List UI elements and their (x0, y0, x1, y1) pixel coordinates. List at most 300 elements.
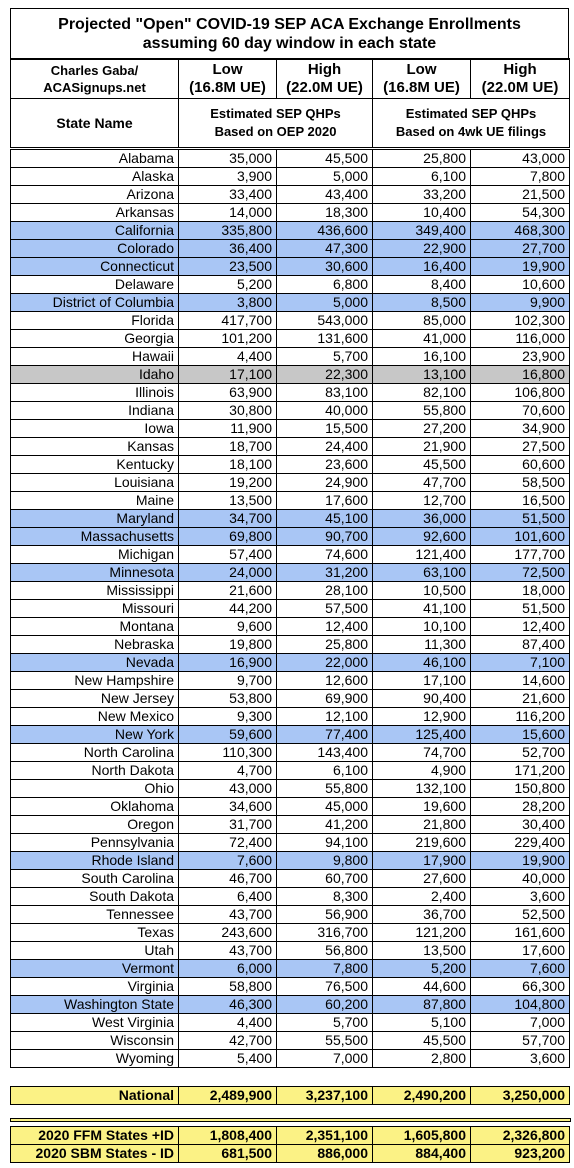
table-row (11, 762, 570, 780)
cell-high-oep: 7,800 (277, 960, 373, 978)
group-ue-line-2: Based on 4wk UE filings (395, 124, 547, 139)
cell-high-oep: 69,900 (277, 690, 373, 708)
ffm-total-low-oep: 1,808,400 (179, 1127, 277, 1145)
cell-low-oep: 3,800 (179, 294, 277, 312)
cell-low-oep: 53,800 (179, 690, 277, 708)
cell-state-name: Connecticut (11, 258, 179, 276)
cell-low-oep: 33,400 (179, 186, 277, 204)
table-row (11, 204, 570, 222)
table-row (11, 420, 570, 438)
cell-high-ue: 43,000 (471, 150, 570, 168)
cell-state-name: Wisconsin (11, 1032, 179, 1050)
cell-low-oep: 9,300 (179, 708, 277, 726)
table-row (11, 168, 570, 186)
cell-state-name: New Hampshire (11, 672, 179, 690)
table-row (11, 960, 570, 978)
cell-low-ue: 44,600 (373, 978, 471, 996)
cell-state-name: Rhode Island (11, 852, 179, 870)
group-oep-header (179, 99, 373, 148)
table-row (11, 1032, 570, 1050)
cell-low-ue: 12,900 (373, 708, 471, 726)
cell-low-ue: 16,400 (373, 258, 471, 276)
cell-low-oep: 43,700 (179, 942, 277, 960)
cell-low-oep: 16,900 (179, 654, 277, 672)
table-row (11, 654, 570, 672)
cell-high-ue: 18,000 (471, 582, 570, 600)
cell-low-ue: 349,400 (373, 222, 471, 240)
table-row (11, 276, 570, 294)
sbm-total-low-oep: 681,500 (179, 1145, 277, 1163)
cell-high-oep: 22,000 (277, 654, 373, 672)
cell-low-oep: 30,800 (179, 402, 277, 420)
header-table (10, 58, 570, 148)
cell-low-oep: 69,800 (179, 528, 277, 546)
cell-high-oep: 24,400 (277, 438, 373, 456)
cell-high-ue: 58,500 (471, 474, 570, 492)
page-title (11, 9, 569, 60)
cell-state-name: Maryland (11, 510, 179, 528)
cell-state-name: Missouri (11, 600, 179, 618)
cell-high-ue: 171,200 (471, 762, 570, 780)
cell-high-oep: 17,600 (277, 492, 373, 510)
cell-high-oep: 77,400 (277, 726, 373, 744)
cell-high-oep: 5,700 (277, 1014, 373, 1032)
title-line-2: assuming 60 day window in each state (142, 35, 437, 52)
cell-high-oep: 18,300 (277, 204, 373, 222)
cell-low-oep: 35,000 (179, 150, 277, 168)
cell-high-oep: 543,000 (277, 312, 373, 330)
cell-state-name: Nebraska (11, 636, 179, 654)
cell-high-ue: 116,200 (471, 708, 570, 726)
state-name-header: State Name (11, 99, 179, 148)
cell-state-name: West Virginia (11, 1014, 179, 1032)
col-high-2 (471, 59, 570, 99)
cell-state-name: Indiana (11, 402, 179, 420)
cell-high-oep: 47,300 (277, 240, 373, 258)
cell-low-oep: 36,400 (179, 240, 277, 258)
cell-low-ue: 27,600 (373, 870, 471, 888)
cell-low-ue: 36,000 (373, 510, 471, 528)
cell-high-oep: 41,200 (277, 816, 373, 834)
cell-high-ue: 19,900 (471, 258, 570, 276)
cell-state-name: New York (11, 726, 179, 744)
cell-low-ue: 10,500 (373, 582, 471, 600)
cell-high-oep: 45,000 (277, 798, 373, 816)
cell-low-ue: 47,700 (373, 474, 471, 492)
cell-state-name: South Carolina (11, 870, 179, 888)
cell-high-oep: 22,300 (277, 366, 373, 384)
cell-low-oep: 19,800 (179, 636, 277, 654)
cell-state-name: Colorado (11, 240, 179, 258)
cell-low-oep: 6,400 (179, 888, 277, 906)
cell-high-oep: 24,900 (277, 474, 373, 492)
group-ue-header (373, 99, 570, 148)
cell-low-oep: 17,100 (179, 366, 277, 384)
cell-state-name: North Carolina (11, 744, 179, 762)
table-row (11, 618, 570, 636)
cell-low-ue: 22,900 (373, 240, 471, 258)
cell-low-oep: 5,200 (179, 276, 277, 294)
cell-high-oep: 60,700 (277, 870, 373, 888)
cell-state-name: Alaska (11, 168, 179, 186)
cell-state-name: Iowa (11, 420, 179, 438)
ffm-total-high-ue: 2,326,800 (471, 1127, 570, 1145)
cell-low-oep: 335,800 (179, 222, 277, 240)
national-label: National (11, 1087, 179, 1105)
group-ue-line-1: Estimated SEP QHPs (405, 106, 537, 121)
state-table-body (11, 150, 570, 1068)
cell-low-ue: 41,100 (373, 600, 471, 618)
table-row (11, 294, 570, 312)
table-row (11, 744, 570, 762)
group-oep-line-2: Based on OEP 2020 (214, 124, 337, 139)
state-table (10, 149, 570, 1068)
cell-high-oep: 31,200 (277, 564, 373, 582)
cell-low-ue: 33,200 (373, 186, 471, 204)
cell-low-oep: 9,700 (179, 672, 277, 690)
cell-low-ue: 21,900 (373, 438, 471, 456)
cell-high-ue: 116,000 (471, 330, 570, 348)
cell-low-ue: 74,700 (373, 744, 471, 762)
table-row (11, 636, 570, 654)
cell-state-name: North Dakota (11, 762, 179, 780)
cell-low-oep: 72,400 (179, 834, 277, 852)
cell-low-ue: 11,300 (373, 636, 471, 654)
cell-state-name: South Dakota (11, 888, 179, 906)
cell-low-oep: 11,900 (179, 420, 277, 438)
cell-low-oep: 24,000 (179, 564, 277, 582)
cell-high-oep: 76,500 (277, 978, 373, 996)
totals-table (10, 1126, 570, 1163)
cell-high-ue: 104,800 (471, 996, 570, 1014)
table-row (11, 186, 570, 204)
cell-high-oep: 94,100 (277, 834, 373, 852)
cell-low-ue: 4,900 (373, 762, 471, 780)
table-row (11, 312, 570, 330)
cell-low-oep: 4,700 (179, 762, 277, 780)
cell-low-ue: 85,000 (373, 312, 471, 330)
cell-high-ue: 30,400 (471, 816, 570, 834)
table-row (11, 510, 570, 528)
cell-low-oep: 4,400 (179, 348, 277, 366)
cell-high-oep: 436,600 (277, 222, 373, 240)
table-row (11, 546, 570, 564)
cell-low-oep: 44,200 (179, 600, 277, 618)
col-low-1 (179, 59, 277, 99)
table-row (11, 672, 570, 690)
cell-state-name: Ohio (11, 780, 179, 798)
cell-low-ue: 5,200 (373, 960, 471, 978)
ffm-total-low-ue: 1,605,800 (373, 1127, 471, 1145)
cell-low-ue: 8,500 (373, 294, 471, 312)
cell-low-ue: 19,600 (373, 798, 471, 816)
cell-high-ue: 177,700 (471, 546, 570, 564)
cell-low-oep: 58,800 (179, 978, 277, 996)
table-row (11, 528, 570, 546)
col-high-1 (277, 59, 373, 99)
cell-state-name: District of Columbia (11, 294, 179, 312)
cell-low-ue: 63,100 (373, 564, 471, 582)
cell-high-oep: 74,600 (277, 546, 373, 564)
cell-state-name: Alabama (11, 150, 179, 168)
cell-low-oep: 43,700 (179, 906, 277, 924)
cell-state-name: Massachusetts (11, 528, 179, 546)
cell-high-oep: 9,800 (277, 852, 373, 870)
cell-high-oep: 30,600 (277, 258, 373, 276)
cell-high-ue: 7,100 (471, 654, 570, 672)
table-row (11, 222, 570, 240)
table-row (11, 492, 570, 510)
cell-high-ue: 161,600 (471, 924, 570, 942)
table-row (11, 582, 570, 600)
cell-low-ue: 125,400 (373, 726, 471, 744)
cell-high-ue: 16,800 (471, 366, 570, 384)
table-row (11, 240, 570, 258)
source-credit (11, 59, 179, 99)
cell-high-ue: 21,500 (471, 186, 570, 204)
cell-high-oep: 12,400 (277, 618, 373, 636)
cell-state-name: Maine (11, 492, 179, 510)
cell-high-ue: 72,500 (471, 564, 570, 582)
cell-state-name: Texas (11, 924, 179, 942)
cell-low-oep: 46,300 (179, 996, 277, 1014)
cell-high-oep: 57,500 (277, 600, 373, 618)
cell-high-ue: 7,000 (471, 1014, 570, 1032)
cell-state-name: Pennsylvania (11, 834, 179, 852)
table-row (11, 1014, 570, 1032)
table-row (11, 456, 570, 474)
cell-low-oep: 19,200 (179, 474, 277, 492)
cell-low-oep: 43,000 (179, 780, 277, 798)
cell-high-ue: 17,600 (471, 942, 570, 960)
cell-state-name: Idaho (11, 366, 179, 384)
cell-high-ue: 21,600 (471, 690, 570, 708)
cell-low-ue: 13,500 (373, 942, 471, 960)
cell-low-oep: 13,500 (179, 492, 277, 510)
table-row (11, 402, 570, 420)
cell-low-ue: 17,900 (373, 852, 471, 870)
cell-low-oep: 3,900 (179, 168, 277, 186)
table-row (11, 330, 570, 348)
cell-low-oep: 31,700 (179, 816, 277, 834)
cell-high-oep: 56,800 (277, 942, 373, 960)
cell-high-oep: 5,700 (277, 348, 373, 366)
cell-state-name: Oregon (11, 816, 179, 834)
cell-high-ue: 40,000 (471, 870, 570, 888)
cell-high-ue: 23,900 (471, 348, 570, 366)
cell-high-oep: 143,400 (277, 744, 373, 762)
cell-low-oep: 417,700 (179, 312, 277, 330)
cell-low-ue: 10,400 (373, 204, 471, 222)
table-row (11, 150, 570, 168)
cell-high-oep: 28,100 (277, 582, 373, 600)
cell-high-oep: 7,000 (277, 1050, 373, 1068)
cell-high-ue: 102,300 (471, 312, 570, 330)
cell-high-ue: 16,500 (471, 492, 570, 510)
cell-high-ue: 101,600 (471, 528, 570, 546)
cell-low-ue: 13,100 (373, 366, 471, 384)
cell-low-ue: 16,100 (373, 348, 471, 366)
table-row (11, 996, 570, 1014)
cell-state-name: Vermont (11, 960, 179, 978)
cell-high-oep: 15,500 (277, 420, 373, 438)
cell-high-oep: 55,800 (277, 780, 373, 798)
cell-low-ue: 45,500 (373, 1032, 471, 1050)
table-row (11, 438, 570, 456)
cell-state-name: Hawaii (11, 348, 179, 366)
cell-state-name: Arizona (11, 186, 179, 204)
cell-low-oep: 18,700 (179, 438, 277, 456)
cell-high-oep: 83,100 (277, 384, 373, 402)
cell-low-ue: 25,800 (373, 150, 471, 168)
sbm-total-row (11, 1145, 570, 1163)
national-high-oep: 3,237,100 (277, 1087, 373, 1105)
table-row (11, 564, 570, 582)
table-row (11, 870, 570, 888)
national-table (10, 1086, 570, 1105)
cell-low-oep: 9,600 (179, 618, 277, 636)
cell-low-ue: 219,600 (373, 834, 471, 852)
col-low-2 (373, 59, 471, 99)
cell-high-ue: 7,800 (471, 168, 570, 186)
cell-low-oep: 59,600 (179, 726, 277, 744)
col-low-1-label: Low (212, 60, 243, 78)
cell-high-ue: 229,400 (471, 834, 570, 852)
source-line-1: Charles Gaba/ (50, 62, 139, 78)
cell-state-name: Kansas (11, 438, 179, 456)
cell-low-ue: 121,200 (373, 924, 471, 942)
cell-high-oep: 25,800 (277, 636, 373, 654)
table-row (11, 384, 570, 402)
cell-high-oep: 55,500 (277, 1032, 373, 1050)
cell-state-name: Georgia (11, 330, 179, 348)
cell-high-ue: 9,900 (471, 294, 570, 312)
table-row (11, 924, 570, 942)
cell-high-ue: 60,600 (471, 456, 570, 474)
cell-high-oep: 60,200 (277, 996, 373, 1014)
cell-low-ue: 17,100 (373, 672, 471, 690)
cell-low-oep: 4,400 (179, 1014, 277, 1032)
cell-high-ue: 52,700 (471, 744, 570, 762)
source-line-2: ACASignups.net (43, 79, 146, 95)
title-table (10, 8, 569, 60)
col-low-1-sub: (16.8M UE) (189, 78, 266, 96)
group-oep-line-1: Estimated SEP QHPs (210, 106, 341, 121)
separator-bar (10, 1118, 571, 1122)
table-row (11, 834, 570, 852)
cell-high-ue: 19,900 (471, 852, 570, 870)
cell-low-ue: 87,800 (373, 996, 471, 1014)
cell-state-name: California (11, 222, 179, 240)
cell-high-ue: 28,200 (471, 798, 570, 816)
table-row (11, 366, 570, 384)
col-high-1-label: High (307, 60, 342, 78)
table-row (11, 942, 570, 960)
cell-low-ue: 10,100 (373, 618, 471, 636)
cell-state-name: Kentucky (11, 456, 179, 474)
cell-low-oep: 101,200 (179, 330, 277, 348)
cell-high-ue: 3,600 (471, 1050, 570, 1068)
cell-low-ue: 21,800 (373, 816, 471, 834)
cell-high-ue: 7,600 (471, 960, 570, 978)
table-row (11, 978, 570, 996)
cell-low-ue: 27,200 (373, 420, 471, 438)
national-high-ue: 3,250,000 (471, 1087, 570, 1105)
cell-low-ue: 92,600 (373, 528, 471, 546)
cell-low-oep: 46,700 (179, 870, 277, 888)
table-row (11, 726, 570, 744)
table-row (11, 780, 570, 798)
cell-high-ue: 14,600 (471, 672, 570, 690)
cell-state-name: New Jersey (11, 690, 179, 708)
cell-high-oep: 23,600 (277, 456, 373, 474)
sbm-total-high-ue: 923,200 (471, 1145, 570, 1163)
cell-high-ue: 468,300 (471, 222, 570, 240)
table-row (11, 690, 570, 708)
cell-low-oep: 21,600 (179, 582, 277, 600)
cell-high-ue: 87,400 (471, 636, 570, 654)
cell-high-ue: 15,600 (471, 726, 570, 744)
sbm-total-label: 2020 SBM States - ID (11, 1145, 179, 1163)
ffm-total-high-oep: 2,351,100 (277, 1127, 373, 1145)
national-row (11, 1087, 570, 1105)
table-row (11, 708, 570, 726)
cell-low-oep: 42,700 (179, 1032, 277, 1050)
cell-low-oep: 6,000 (179, 960, 277, 978)
sbm-total-high-oep: 886,000 (277, 1145, 373, 1163)
cell-state-name: New Mexico (11, 708, 179, 726)
cell-state-name: Wyoming (11, 1050, 179, 1068)
cell-low-ue: 2,800 (373, 1050, 471, 1068)
cell-low-oep: 110,300 (179, 744, 277, 762)
table-row (11, 348, 570, 366)
cell-low-ue: 5,100 (373, 1014, 471, 1032)
cell-low-ue: 46,100 (373, 654, 471, 672)
cell-low-ue: 36,700 (373, 906, 471, 924)
table-row (11, 1050, 570, 1068)
cell-high-oep: 316,700 (277, 924, 373, 942)
cell-high-ue: 57,700 (471, 1032, 570, 1050)
cell-state-name: Montana (11, 618, 179, 636)
cell-high-oep: 40,000 (277, 402, 373, 420)
cell-low-oep: 63,900 (179, 384, 277, 402)
cell-low-oep: 34,700 (179, 510, 277, 528)
cell-low-oep: 23,500 (179, 258, 277, 276)
cell-high-ue: 51,500 (471, 510, 570, 528)
col-low-2-sub: (16.8M UE) (383, 78, 460, 96)
cell-high-ue: 106,800 (471, 384, 570, 402)
cell-high-ue: 10,600 (471, 276, 570, 294)
table-row (11, 258, 570, 276)
cell-low-oep: 14,000 (179, 204, 277, 222)
cell-state-name: Tennessee (11, 906, 179, 924)
cell-state-name: Louisiana (11, 474, 179, 492)
cell-low-ue: 45,500 (373, 456, 471, 474)
cell-high-ue: 150,800 (471, 780, 570, 798)
cell-low-oep: 7,600 (179, 852, 277, 870)
cell-high-oep: 45,500 (277, 150, 373, 168)
cell-low-ue: 2,400 (373, 888, 471, 906)
cell-high-ue: 34,900 (471, 420, 570, 438)
cell-state-name: Oklahoma (11, 798, 179, 816)
cell-high-ue: 3,600 (471, 888, 570, 906)
table-row (11, 906, 570, 924)
cell-low-ue: 82,100 (373, 384, 471, 402)
cell-high-oep: 43,400 (277, 186, 373, 204)
cell-low-ue: 6,100 (373, 168, 471, 186)
cell-low-ue: 8,400 (373, 276, 471, 294)
cell-low-oep: 57,400 (179, 546, 277, 564)
